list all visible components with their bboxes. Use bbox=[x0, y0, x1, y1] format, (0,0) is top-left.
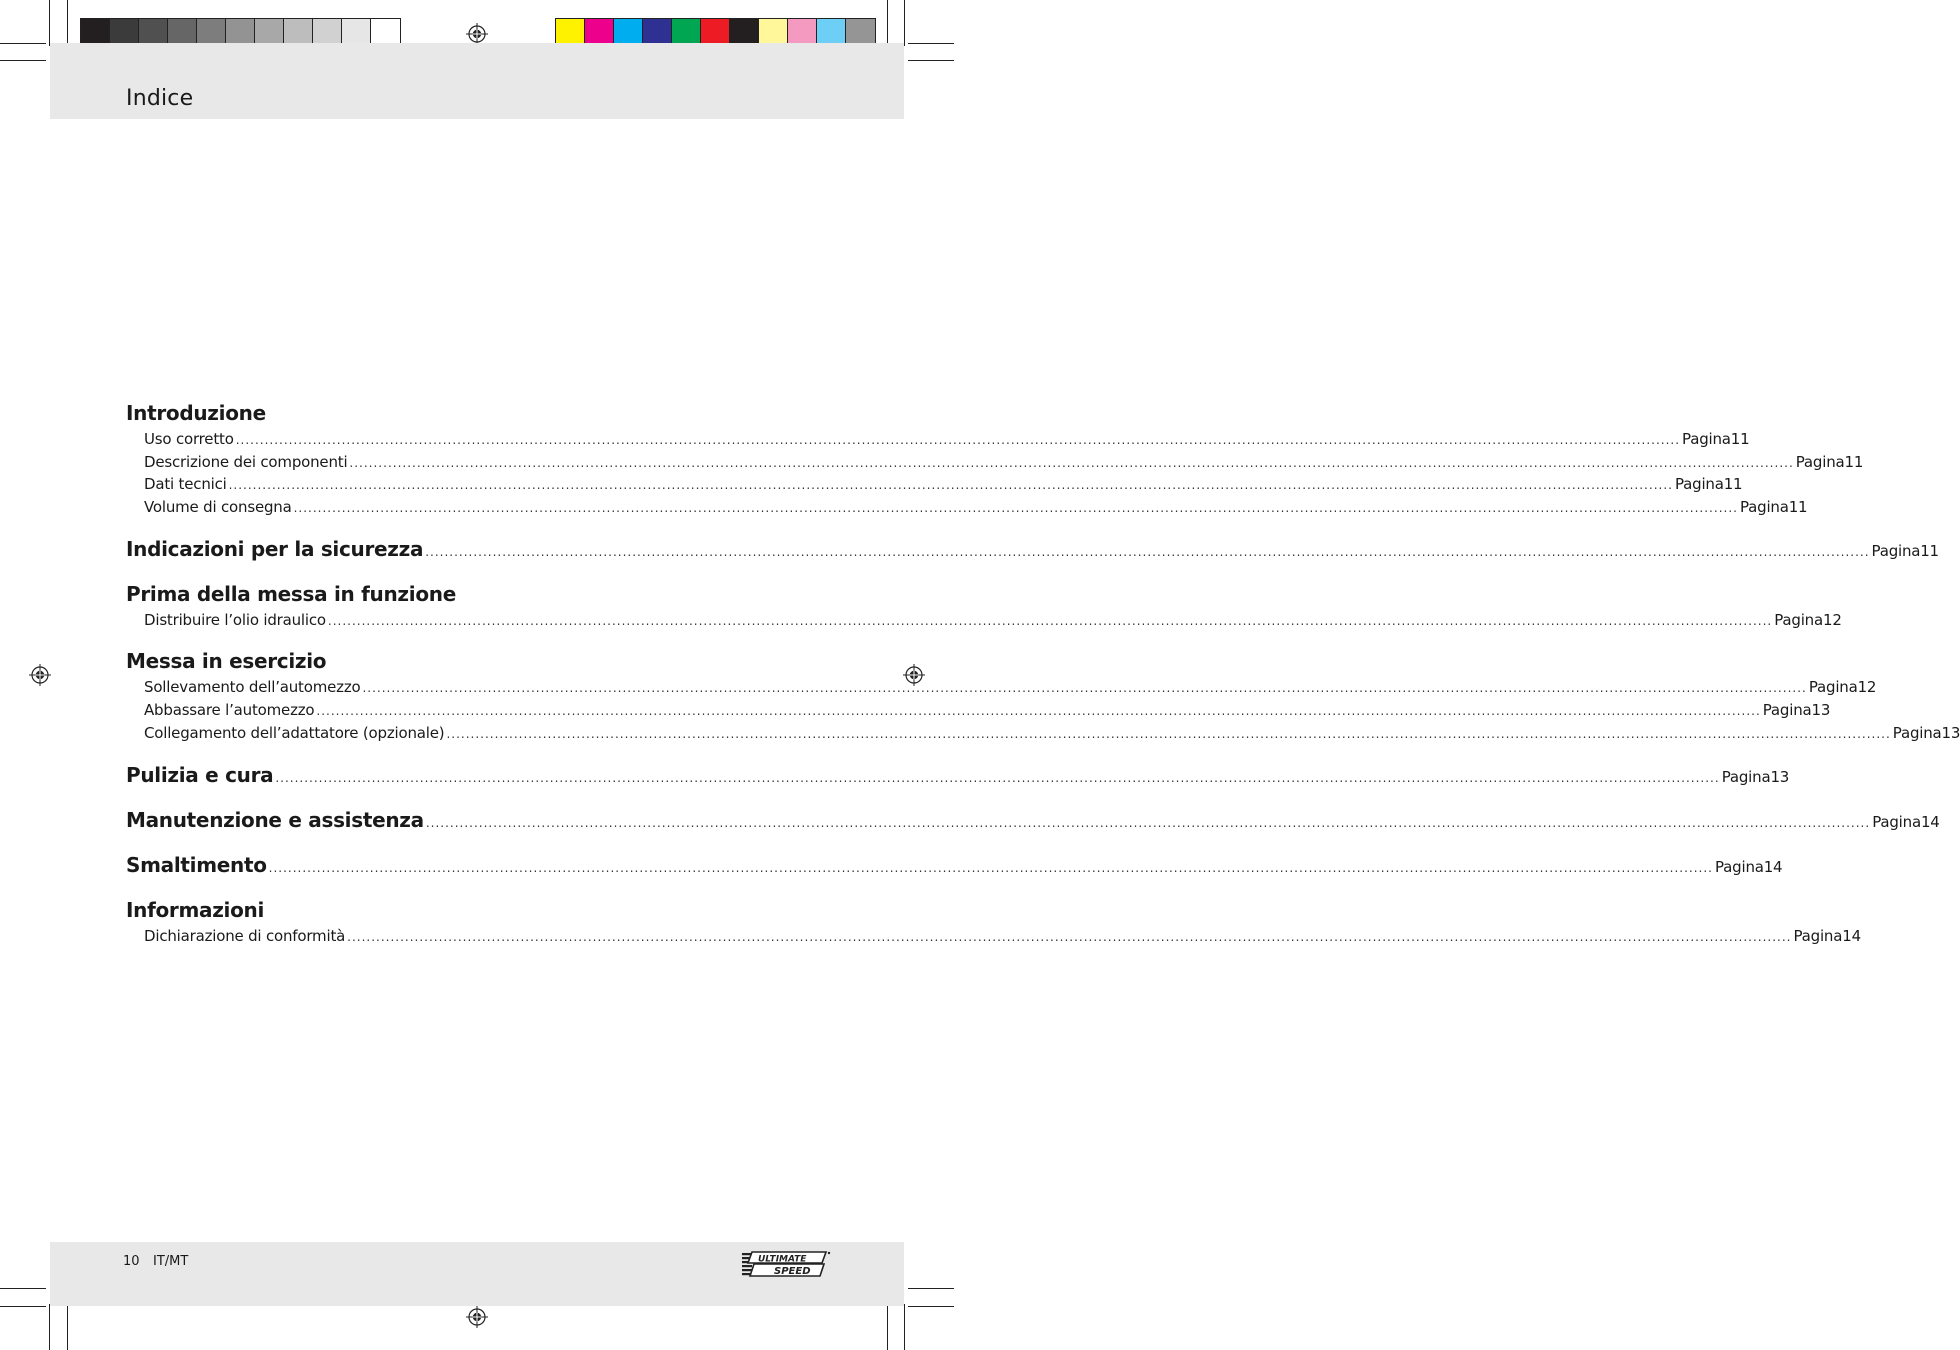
toc-entry bbox=[126, 925, 1861, 948]
svg-text:SPEED: SPEED bbox=[774, 1266, 811, 1277]
dot-leader: ............................................................................................................................................................................................................................................................................................................ bbox=[347, 929, 1792, 944]
page-ref: 12 bbox=[1857, 678, 1877, 697]
page-label: Pagina bbox=[1715, 857, 1764, 876]
entry-label: Distribuire l’olio idraulico bbox=[144, 610, 326, 629]
page-number: 10 bbox=[123, 1254, 140, 1269]
toc-section bbox=[126, 897, 1861, 965]
page-title: Indice bbox=[126, 86, 194, 111]
page-ref: 11 bbox=[1723, 475, 1743, 494]
toc-entry bbox=[126, 451, 1864, 474]
page-label: Pagina bbox=[1892, 723, 1942, 742]
registration-mark-icon bbox=[29, 664, 51, 686]
page-ref: 13 bbox=[1770, 767, 1789, 786]
toc-section-heading bbox=[126, 807, 1940, 835]
page-ref: 11 bbox=[1730, 430, 1750, 448]
section-title: Pulizia e cura bbox=[126, 762, 274, 787]
gray-swatch bbox=[197, 19, 226, 45]
page-label: Pagina bbox=[1682, 430, 1731, 448]
gray-swatch bbox=[226, 19, 255, 45]
color-swatch bbox=[556, 19, 585, 45]
page-ref: 14 bbox=[1920, 812, 1940, 831]
toc-section-heading bbox=[126, 581, 822, 609]
dot-leader: ............................................................................................................................................................................................................................................................................................................ bbox=[425, 544, 1870, 559]
toc-entry bbox=[126, 473, 1743, 496]
color-swatch bbox=[846, 19, 875, 45]
table-of-contents bbox=[126, 400, 1960, 964]
svg-text:ULTIMATE: ULTIMATE bbox=[758, 1254, 807, 1265]
section-title: Manutenzione e assistenza bbox=[126, 807, 424, 832]
registration-mark-icon bbox=[466, 23, 488, 45]
color-swatch bbox=[614, 19, 643, 45]
toc-entry bbox=[126, 699, 1831, 722]
color-swatch bbox=[817, 19, 846, 45]
color-calibration-bar bbox=[555, 18, 876, 46]
section-title: Introduzione bbox=[126, 401, 266, 425]
dot-leader: ............................................................................................................................................................................................................................................................................................................ bbox=[293, 501, 1738, 516]
page-ref: 11 bbox=[1844, 452, 1864, 471]
dot-leader: ............................................................................................................................................................................................................................................................................................................ bbox=[446, 726, 1891, 741]
ultimate-speed-logo bbox=[740, 1249, 832, 1279]
toc-section bbox=[126, 648, 1960, 761]
entry-label: Uso corretto bbox=[144, 430, 234, 448]
toc-section bbox=[126, 536, 1939, 581]
entry-label: Collegamento dell’adattatore (opzionale) bbox=[144, 723, 445, 742]
entry-label: Sollevamento dell’automezzo bbox=[144, 678, 361, 697]
color-swatch bbox=[585, 19, 614, 45]
gray-swatch bbox=[255, 19, 284, 45]
toc-section-heading bbox=[126, 400, 822, 428]
entry-label: Abbassare l’automezzo bbox=[144, 701, 315, 720]
page-label: Pagina bbox=[1674, 475, 1724, 494]
dot-leader: ............................................................................................................................................................................................................................................................................................................ bbox=[268, 860, 1713, 875]
entry-label: Dichiarazione di conformità bbox=[144, 926, 346, 945]
dot-leader: ............................................................................................................................................................................................................................................................................................................ bbox=[235, 433, 1681, 447]
gray-swatch bbox=[110, 19, 139, 45]
page-ref: 13 bbox=[1941, 723, 1960, 742]
gray-swatch bbox=[168, 19, 197, 45]
toc-section bbox=[126, 852, 1783, 897]
section-title: Smaltimento bbox=[126, 852, 267, 877]
color-swatch bbox=[701, 19, 730, 45]
toc-section-heading bbox=[126, 536, 1939, 564]
toc-section bbox=[126, 581, 1842, 649]
gray-swatch bbox=[313, 19, 342, 45]
toc-section-heading bbox=[126, 852, 1783, 880]
page-ref: 13 bbox=[1811, 701, 1831, 720]
dot-leader: ............................................................................................................................................................................................................................................................................................................ bbox=[327, 613, 1773, 628]
language-code: IT/MT bbox=[153, 1254, 189, 1269]
color-swatch bbox=[788, 19, 817, 45]
toc-section-heading bbox=[126, 648, 822, 676]
toc-entry bbox=[126, 722, 1960, 745]
gray-swatch bbox=[81, 19, 110, 45]
toc-entry bbox=[126, 496, 1808, 519]
color-swatch bbox=[759, 19, 788, 45]
registration-mark-icon bbox=[466, 1306, 488, 1328]
entry-label: Volume di consegna bbox=[144, 498, 292, 517]
color-swatch bbox=[730, 19, 759, 45]
page-ref: 14 bbox=[1842, 926, 1861, 945]
section-title: Informazioni bbox=[126, 897, 265, 922]
section-title: Indicazioni per la sicurezza bbox=[126, 536, 424, 561]
dot-leader: ............................................................................................................................................................................................................................................................................................................ bbox=[362, 681, 1807, 696]
dot-leader: ............................................................................................................................................................................................................................................................................................................ bbox=[316, 704, 1761, 719]
entry-label: Dati tecnici bbox=[144, 475, 227, 494]
color-swatch bbox=[672, 19, 701, 45]
toc-section-heading bbox=[126, 897, 822, 925]
page-label: Pagina bbox=[1795, 452, 1845, 471]
section-title: Prima della messa in funzione bbox=[126, 581, 456, 606]
page-label: Pagina bbox=[1871, 541, 1921, 560]
toc-entry bbox=[126, 609, 1842, 632]
dot-leader: ............................................................................................................................................................................................................................................................................................................ bbox=[228, 478, 1673, 493]
page-label: Pagina bbox=[1762, 701, 1812, 720]
page-label: Pagina bbox=[1721, 767, 1771, 786]
gray-swatch bbox=[284, 19, 313, 45]
grayscale-calibration-bar bbox=[80, 18, 401, 46]
dot-leader: ............................................................................................................................................................................................................................................................................................................ bbox=[275, 770, 1720, 785]
toc-entry bbox=[126, 676, 1877, 699]
color-swatch bbox=[643, 19, 672, 45]
page-label: Pagina bbox=[1774, 610, 1823, 629]
page-label: Pagina bbox=[1808, 678, 1858, 697]
gray-swatch bbox=[139, 19, 168, 45]
page-ref: 14 bbox=[1763, 857, 1783, 876]
page-label: Pagina bbox=[1793, 926, 1843, 945]
gray-swatch bbox=[342, 19, 371, 45]
page-ref: 11 bbox=[1920, 541, 1939, 560]
page-label: Pagina bbox=[1872, 812, 1921, 831]
toc-section bbox=[126, 807, 1940, 852]
toc-section bbox=[126, 762, 1789, 807]
page-label: Pagina bbox=[1739, 498, 1789, 517]
toc-section-heading bbox=[126, 762, 1789, 790]
entry-label: Descrizione dei componenti bbox=[144, 452, 348, 471]
section-title: Messa in esercizio bbox=[126, 649, 327, 674]
toc-section bbox=[126, 400, 1864, 536]
toc-entry bbox=[126, 428, 1750, 451]
gray-swatch bbox=[371, 19, 400, 45]
dot-leader: ............................................................................................................................................................................................................................................................................................................ bbox=[425, 815, 1871, 830]
dot-leader: ............................................................................................................................................................................................................................................................................................................ bbox=[349, 455, 1794, 470]
page-ref: 12 bbox=[1823, 610, 1842, 629]
page-ref: 11 bbox=[1788, 498, 1808, 517]
